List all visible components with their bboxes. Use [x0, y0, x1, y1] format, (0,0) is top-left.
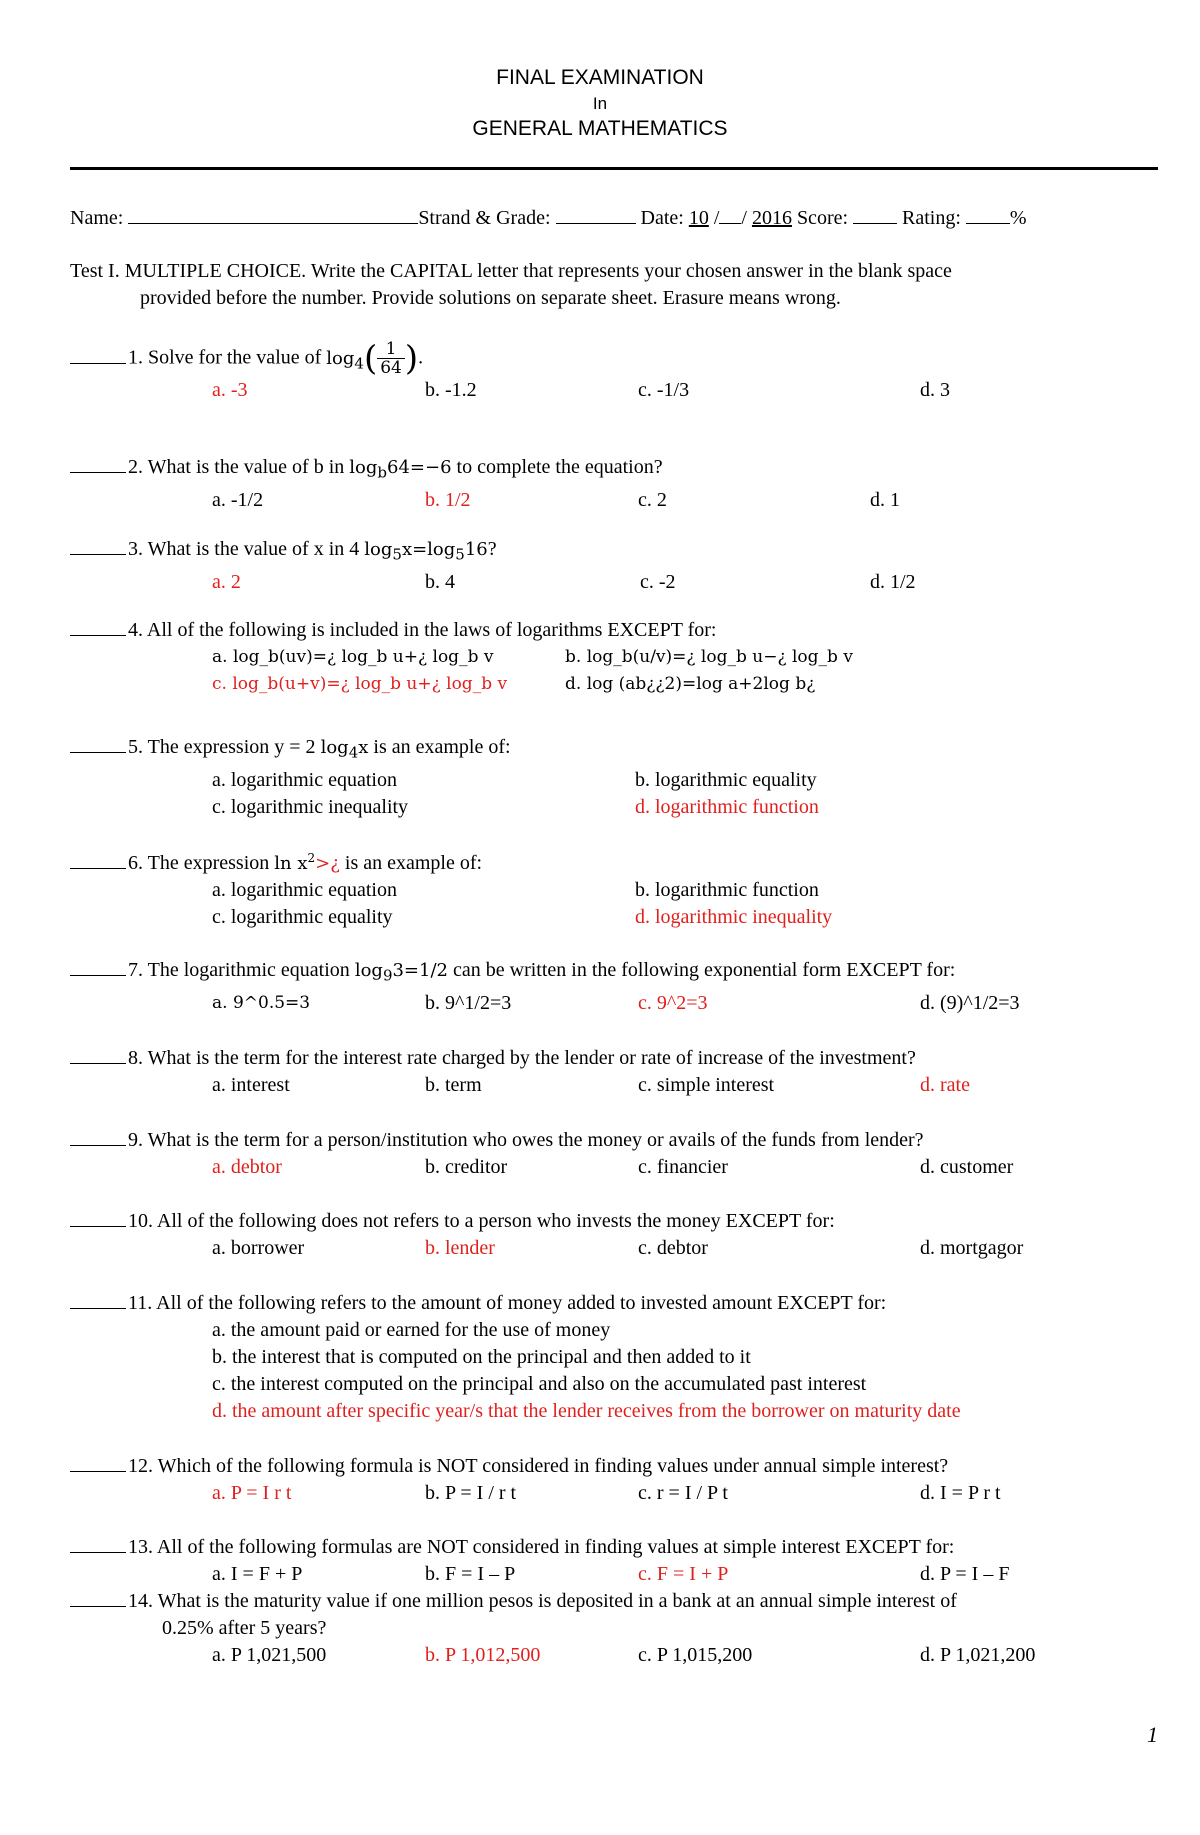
test-instructions [70, 258, 1150, 312]
option-a[interactable]: a. P 1,021,500 [212, 1644, 327, 1666]
answer-blank[interactable] [70, 454, 126, 473]
answer-blank[interactable] [70, 1453, 126, 1472]
answer-blank[interactable] [70, 1290, 126, 1309]
option-c[interactable]: c. 9^2=3 [638, 991, 708, 1014]
option-c[interactable]: c. logarithmic equality [212, 906, 393, 928]
question-5: 5. The expression y = 2 $\log_4x$ is an example of: a. logarithmic equation b. logarithmic equality c. logarithmic inequality d. logarithmic function [70, 734, 511, 821]
option-d[interactable]: d. P 1,021,200 [920, 1644, 1036, 1666]
date-month: 10 [688, 207, 709, 229]
question-number: 3. [128, 538, 143, 560]
option-c[interactable]: c. -1/3 [638, 379, 690, 402]
answer-blank[interactable] [70, 1127, 126, 1146]
math-expression: $\log_93=1/2$ [354, 960, 448, 985]
option-d[interactable]: d. logarithmic function [635, 795, 819, 818]
question-number: 11. [128, 1292, 153, 1314]
option-a[interactable]: a. interest [212, 1074, 290, 1096]
option-c[interactable]: c. r = I / P t [638, 1482, 728, 1504]
option-c[interactable]: c. -2 [640, 570, 676, 593]
options-row [70, 1642, 1036, 1669]
options-row [70, 794, 819, 821]
question-number: 14. [128, 1590, 153, 1612]
option-d[interactable]: d. customer [920, 1156, 1014, 1178]
question-number: 12. [128, 1455, 153, 1477]
answer-blank[interactable] [70, 1045, 126, 1064]
rating-label: Rating: [902, 207, 961, 229]
option-a[interactable]: a. logarithmic equation [212, 768, 397, 791]
question-number: 2. [128, 456, 143, 478]
option-b[interactable]: b. log_b(u/v)=¿ log_b u−¿ log_b v [565, 647, 853, 667]
option-d[interactable]: d. logarithmic inequality [635, 906, 833, 928]
answer-blank[interactable] [70, 1588, 126, 1607]
question-text: The expression y = 2 [147, 736, 316, 758]
score-label: Score: [796, 207, 849, 229]
question-text: Solve for the value of [148, 346, 322, 369]
answer-blank[interactable] [70, 536, 126, 555]
option-d[interactable]: d. 1/2 [870, 570, 916, 593]
page-number: 1 [1147, 1722, 1158, 1747]
question-number: 6. [128, 852, 143, 874]
question-12 [70, 1453, 1001, 1507]
option-c[interactable]: c. financier [638, 1156, 728, 1178]
option-a[interactable]: a. borrower [212, 1237, 305, 1259]
option-d[interactable]: d. 1 [870, 488, 900, 511]
answer-blank[interactable] [70, 734, 126, 753]
option-b[interactable]: b. 9^1/2=3 [425, 991, 512, 1014]
options-row [70, 1561, 1010, 1588]
options-row [70, 904, 833, 931]
question-4 [70, 617, 853, 698]
option-c[interactable]: c. simple interest [638, 1074, 775, 1096]
option-c[interactable]: c. logarithmic inequality [212, 795, 409, 818]
question-11 [70, 1290, 961, 1425]
question-text: All of the following is included in the laws of logarithms EXCEPT for: [146, 619, 717, 641]
option-b[interactable]: b. P 1,012,500 [425, 1644, 541, 1666]
math-expression: $\log_4x$ [320, 737, 369, 762]
option-c[interactable]: c. log_b(u+v)=¿ log_b u+¿ log_b v [212, 674, 508, 694]
answer-blank[interactable] [70, 345, 126, 364]
question-10 [70, 1208, 1024, 1262]
option-b[interactable]: b. the interest that is computed on the principal and then added to it [212, 1346, 751, 1368]
question-number: 9. [128, 1129, 143, 1151]
options-row [70, 644, 853, 671]
options-row [70, 767, 817, 794]
option-a[interactable]: a. log_b(uv)=¿ log_b u+¿ log_b v [212, 647, 494, 667]
option-a[interactable]: a. I = F + P [212, 1563, 303, 1585]
option-b[interactable]: b. P = I / r t [425, 1482, 517, 1504]
question-number: 7. [128, 959, 143, 981]
answer-blank[interactable] [70, 1208, 126, 1227]
options-row [70, 1154, 1014, 1181]
option-a[interactable]: a. logarithmic equation [212, 879, 397, 901]
question-text: The expression [147, 852, 270, 874]
option-d[interactable]: d. rate [920, 1074, 970, 1096]
option-b[interactable]: b. lender [425, 1237, 495, 1259]
instructions-line-1: Test I. MULTIPLE CHOICE. Write the CAPITAL letter that represents your chosen answer in the blank space [70, 260, 952, 282]
question-9 [70, 1127, 1014, 1181]
options-row [70, 671, 816, 698]
option-a[interactable]: a. debtor [212, 1156, 282, 1178]
option-a[interactable]: a. -3 [212, 379, 248, 402]
question-13 [70, 1534, 1010, 1588]
option-c[interactable]: c. P 1,015,200 [638, 1644, 753, 1666]
option-a[interactable]: a. -1/2 [212, 488, 264, 511]
strand-blank[interactable] [556, 203, 636, 224]
question-text: What is the maturity value if one million pesos is deposited in a bank at an annual simple interest of [157, 1590, 957, 1612]
question-3: 3. What is the value of x in 4 $\log_5x=\log_516$? a. 2 b. 4 c. -2 d. 1/2 [70, 536, 497, 596]
strand-label: Strand & Grade: [418, 207, 551, 229]
option-b[interactable]: b. -1.2 [425, 379, 477, 402]
question-number: 13. [128, 1536, 153, 1558]
option-a[interactable]: a. 9^0.5=3 [212, 992, 311, 1013]
option-b[interactable]: b. logarithmic function [635, 879, 819, 901]
answer-blank[interactable] [70, 850, 126, 869]
option-b[interactable]: b. term [425, 1074, 482, 1096]
exam-title: FINAL EXAMINATION [496, 66, 704, 89]
exam-title-connector: In [592, 94, 608, 113]
option-a[interactable]: a. the amount paid or earned for the use of money [212, 1319, 611, 1341]
instructions-line-2: provided before the number. Provide solutions on separate sheet. Erasure means wrong. [140, 287, 841, 309]
option-c[interactable]: c. the interest computed on the principal and also on the accumulated past interest [212, 1373, 867, 1395]
math-expression: $\log_b64=-6$ [349, 457, 452, 482]
option-b[interactable]: b. 4 [425, 570, 455, 593]
rating-blank[interactable] [966, 203, 1010, 224]
date-day-blank[interactable] [719, 203, 741, 224]
question-text: What is the value of b in [147, 456, 345, 478]
option-a[interactable]: a. P = I r t [212, 1482, 292, 1504]
percent-sign: % [1009, 207, 1027, 229]
exam-subject: GENERAL MATHEMATICS [472, 117, 728, 140]
option-d[interactable]: d. 3 [920, 379, 950, 402]
student-info-row [70, 203, 1027, 230]
options-row [70, 569, 916, 596]
question-7: 7. The logarithmic equation $\log_93=1/2$ can be written in the following exponential form EXCEPT for: a. 9^0.5=3 b. 9^1/2=3 c. 9^2=3 d. (9)^1/2=3 [70, 957, 955, 1017]
question-text: The logarithmic equation [147, 959, 350, 981]
date-label: Date: [640, 207, 684, 229]
question-14 [70, 1588, 1036, 1669]
option-c[interactable]: c. 2 [638, 488, 667, 511]
question-8 [70, 1045, 970, 1099]
option-d[interactable]: d. P = I – F [920, 1563, 1010, 1585]
question-text-continued: 0.25% after 5 years? [162, 1617, 327, 1639]
option-d[interactable]: d. (9)^1/2=3 [920, 991, 1020, 1014]
question-text: Which of the following formula is NOT considered in finding values under annual simple interest? [157, 1455, 949, 1477]
question-text: What is the value of x in 4 [147, 538, 360, 560]
question-number: 1. [128, 346, 143, 369]
question-text: All of the following formulas are NOT considered in finding values at simple interest EXCEPT for: [156, 1536, 955, 1558]
option-b[interactable]: b. F = I – P [425, 1563, 516, 1585]
option-d[interactable]: d. I = P r t [920, 1482, 1001, 1504]
answer-blank[interactable] [70, 617, 126, 636]
options-row [70, 990, 1020, 1017]
options-row [70, 377, 950, 404]
options-row [70, 487, 900, 514]
question-text: What is the term for the interest rate charged by the lender or rate of increase of the investment? [147, 1047, 916, 1069]
math-expression: $\ln x^2>¿$ [274, 851, 340, 874]
option-d[interactable]: d. log (ab¿¿2)=log a+2log b¿ [565, 674, 816, 694]
option-b[interactable]: b. logarithmic equality [635, 768, 817, 791]
math-expression: $\log_5x=\log_516$ [364, 539, 488, 564]
math-expression: $\log_4$( $\frac{1}{64}$ ) [326, 338, 419, 378]
date-year: 2016 [751, 207, 792, 229]
options-row [70, 1072, 970, 1099]
question-1: 1. Solve for the value of $\log_4$( $\frac{1}{64}$ ). a. -3 b. -1.2 c. -1/3 d. 3 [70, 340, 423, 404]
question-text: All of the following refers to the amount of money added to invested amount EXCEPT for: [156, 1292, 887, 1314]
options-row [70, 877, 819, 904]
question-6: 6. The expression $\ln x^2>¿$ is an example of: a. logarithmic equation b. logarithmic function c. logarithmic equality d. logarithmic inequality [70, 845, 482, 931]
score-blank[interactable] [853, 203, 897, 224]
option-b[interactable]: b. creditor [425, 1156, 508, 1178]
answer-blank[interactable] [70, 1534, 126, 1553]
question-number: 10. [128, 1210, 153, 1232]
answer-blank[interactable] [70, 957, 126, 976]
option-b[interactable]: b. 1/2 [425, 488, 471, 511]
option-c[interactable]: c. debtor [638, 1237, 708, 1259]
options-row [70, 1480, 1001, 1507]
question-text: What is the term for a person/institution who owes the money or avails of the funds from lender? [147, 1129, 924, 1151]
question-2: 2. What is the value of b in $\log_b64=-6$ to complete the equation? a. -1/2 b. 1/2 c. 2 d. 1 [70, 454, 663, 514]
question-number: 8. [128, 1047, 143, 1069]
option-a[interactable]: a. 2 [212, 570, 241, 593]
date-separator: / [741, 207, 747, 229]
option-d[interactable]: d. the amount after specific year/s that the lender receives from the borrower on maturity date [212, 1400, 961, 1422]
question-number: 5. [128, 736, 143, 758]
option-c[interactable]: c. F = I + P [638, 1563, 729, 1585]
header-divider [70, 167, 1158, 170]
option-d[interactable]: d. mortgagor [920, 1237, 1024, 1259]
question-text: All of the following does not refers to a person who invests the money EXCEPT for: [156, 1210, 835, 1232]
date-separator: / [713, 207, 720, 229]
options-row [70, 1235, 1024, 1262]
question-number: 4. [128, 619, 143, 641]
name-blank[interactable] [128, 203, 418, 224]
name-label: Name: [70, 207, 124, 229]
